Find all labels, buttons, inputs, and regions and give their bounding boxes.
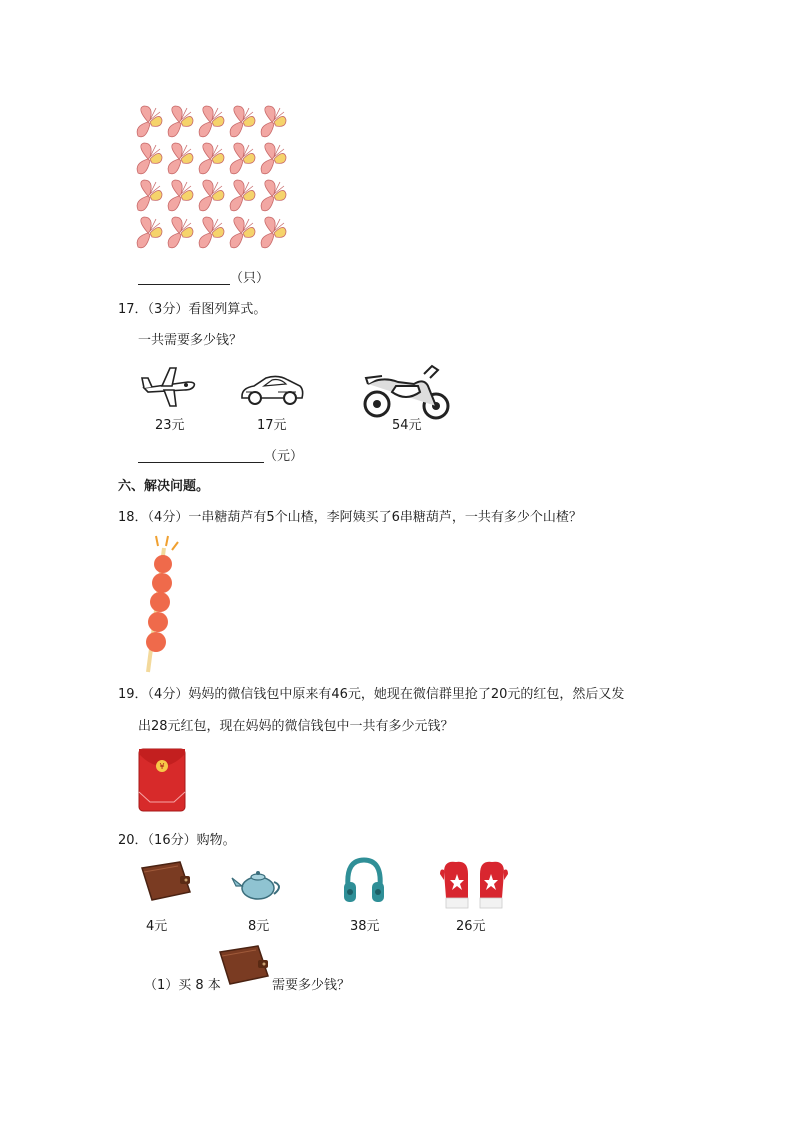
- q20-price-mittens: 26元: [456, 919, 486, 934]
- q20-price-headphones: 38元: [350, 919, 380, 934]
- q20-sub1-suffix: 需要多少钱？: [272, 978, 351, 993]
- wallet-icon-inline: [214, 944, 272, 994]
- butterfly-icon: [168, 106, 193, 137]
- teapot-icon: [230, 864, 288, 906]
- q16-answer-blank[interactable]: [138, 270, 230, 285]
- car-icon: [238, 370, 306, 412]
- butterfly-icon: [137, 143, 162, 174]
- butterfly-icon: [168, 180, 193, 211]
- candied-haws-icon: [136, 534, 196, 678]
- butterfly-icon: [137, 217, 162, 248]
- butterfly-icon: [230, 143, 255, 174]
- butterfly-icon: [261, 143, 286, 174]
- butterfly-icon: [137, 180, 162, 211]
- q17-question: 17．（3分）看图列算式。: [118, 302, 267, 317]
- butterfly-icon: [230, 106, 255, 137]
- q17-prompt: 一共需要多少钱？: [138, 333, 243, 348]
- headphones-icon: [342, 856, 386, 910]
- q16-unit: （只）: [230, 271, 270, 286]
- butterfly-grid: [134, 104, 294, 256]
- airplane-icon: [140, 362, 198, 414]
- q20-question: 20．（16分）购物。: [118, 833, 236, 848]
- q17-price-motorcycle: 54元: [392, 418, 422, 433]
- q17-unit: （元）: [264, 449, 304, 464]
- q20-price-teapot: 8元: [248, 919, 270, 934]
- butterfly-icon: [168, 143, 193, 174]
- red-packet-icon: [138, 748, 186, 816]
- butterfly-icon: [137, 106, 162, 137]
- q20-sub1-prefix: （1）买 8 本: [144, 978, 221, 993]
- q19-question-line2: 出28元红包，现在妈妈的微信钱包中一共有多少元钱？: [138, 719, 454, 734]
- q17-answer-blank[interactable]: [138, 448, 264, 463]
- q17-answer: [138, 448, 303, 463]
- q18-question: 18．（4分）一串糖葫芦有5个山楂，李阿姨买了6串糖葫芦，一共有多少个山楂？: [118, 510, 582, 525]
- butterfly-icon: [261, 106, 286, 137]
- butterfly-icon: [199, 106, 224, 137]
- q19-question-line1: 19．（4分）妈妈的微信钱包中原来有46元，她现在微信群里抢了20元的红包，然后又发: [118, 687, 625, 702]
- butterfly-icon: [199, 143, 224, 174]
- butterfly-icon: [168, 217, 193, 248]
- motorcycle-icon: [362, 362, 452, 424]
- butterfly-icon: [199, 217, 224, 248]
- butterfly-icon: [230, 217, 255, 248]
- q20-price-wallet: 4元: [146, 919, 168, 934]
- butterfly-icon: [230, 180, 255, 211]
- butterfly-icon: [199, 180, 224, 211]
- butterfly-icon: [261, 180, 286, 211]
- q17-price-airplane: 23元: [155, 418, 185, 433]
- svg-text:¥: ¥: [159, 762, 165, 771]
- section-6-title: 六、解决问题。: [118, 479, 210, 494]
- mittens-icon: [440, 858, 508, 914]
- wallet-icon: [136, 860, 194, 910]
- q17-price-car: 17元: [257, 418, 287, 433]
- butterfly-icon: [261, 217, 286, 248]
- q16-answer: [138, 270, 269, 285]
